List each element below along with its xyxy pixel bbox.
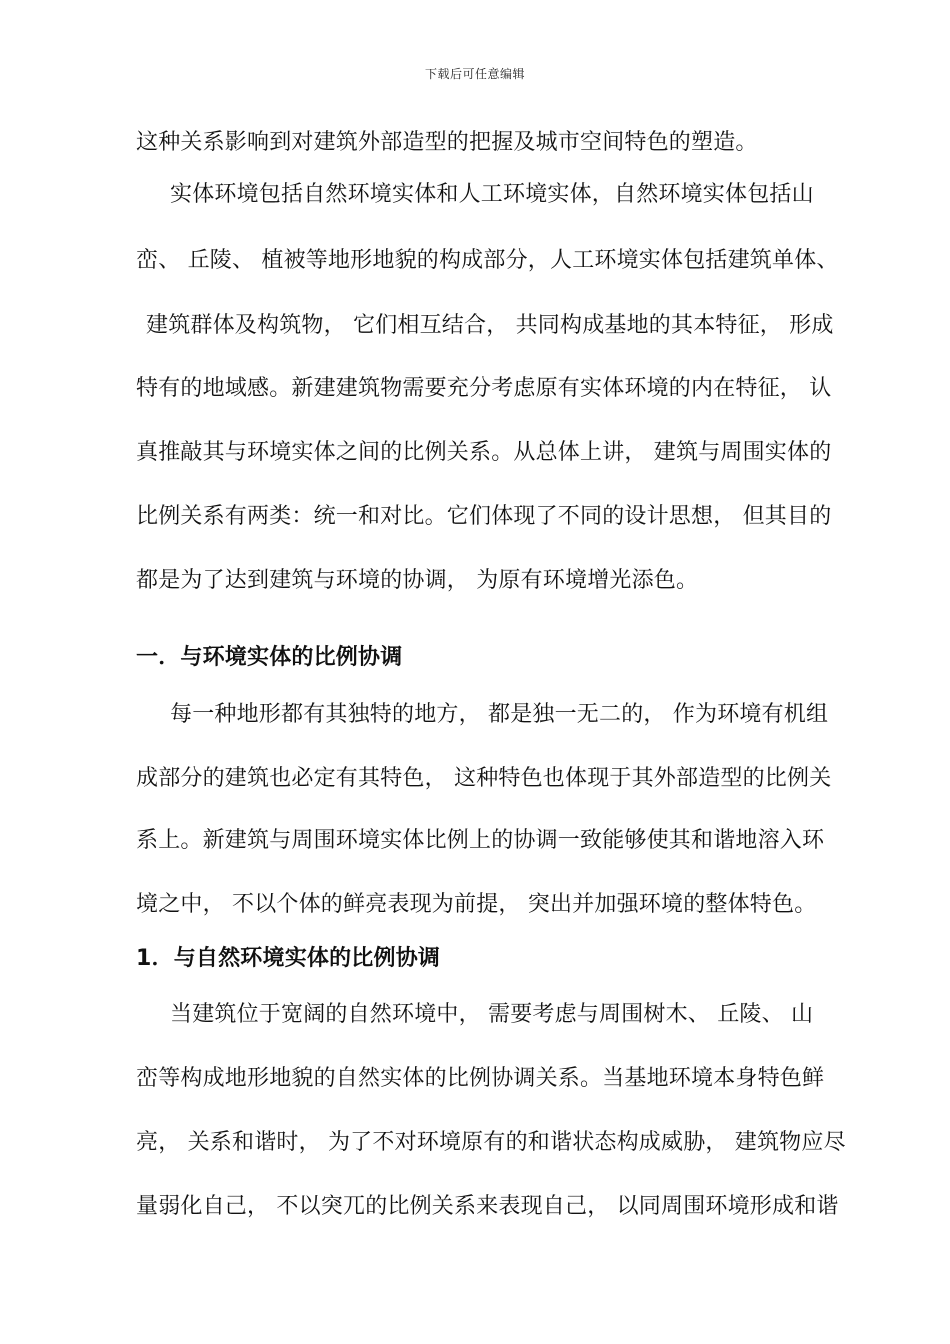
- paragraph-4-line-2: 峦等构成地形地貌的自然实体的比例协调关系。当基地环境本身特色鲜: [136, 1066, 825, 1091]
- paragraph-4-line-1: 当建筑位于宽阔的自然环境中， 需要考虑与周围树木、 丘陵、 山: [170, 1002, 814, 1027]
- paragraph-4-line-3: 亮， 关系和谐时， 为了不对环境原有的和谐状态构成威胁， 建筑物应尽: [136, 1130, 846, 1155]
- paragraph-2-line-6: 比例关系有两类：统一和对比。它们体现了不同的设计思想， 但其目的: [136, 504, 832, 529]
- paragraph-3-line-4: 境之中， 不以个体的鲜亮表现为前提， 突出并加强环境的整体特色。: [136, 892, 817, 917]
- paragraph-2-line-4: 特有的地域感。新建建筑物需要充分考虑原有实体环境的内在特征， 认: [136, 376, 832, 401]
- subsection-heading: 1．与自然环境实体的比例协调: [136, 946, 441, 971]
- paragraph-2-line-3: 建筑群体及构筑物， 它们相互结合， 共同构成基地的其本特征， 形成: [146, 313, 834, 338]
- page-header: 下载后可任意编辑: [424, 67, 525, 81]
- paragraph-3-line-2: 成部分的建筑也必定有其特色， 这种特色也体现于其外部造型的比例关: [136, 766, 832, 791]
- paragraph-2-line-1: 实体环境包括自然环境实体和人工环境实体，自然环境实体包括山: [170, 182, 814, 207]
- paragraph-4-line-4: 量弱化自己， 不以突兀的比例关系来表现自己， 以同周围环境形成和谐: [136, 1194, 839, 1219]
- paragraph-2-line-5: 真推敲其与环境实体之间的比例关系。从总体上讲， 建筑与周围实体的: [136, 440, 832, 465]
- paragraph-1-line-1: 这种关系影响到对建筑外部造型的把握及城市空间特色的塑造。: [136, 130, 758, 155]
- section-heading: 一．与环境实体的比例协调: [136, 645, 403, 670]
- paragraph-3-line-3: 系上。新建筑与周围环境实体比例上的协调一致能够使其和谐地溶入环: [136, 828, 825, 853]
- paragraph-2-line-7: 都是为了达到建筑与环境的协调， 为原有环境增光添色。: [136, 568, 699, 593]
- paragraph-3-line-1: 每一种地形都有其独特的地方， 都是独一无二的， 作为环境有机组: [170, 702, 829, 727]
- paragraph-2-line-2: 峦、 丘陵、 植被等地形地貌的构成部分，人工环境实体包括建筑单体、: [136, 248, 839, 273]
